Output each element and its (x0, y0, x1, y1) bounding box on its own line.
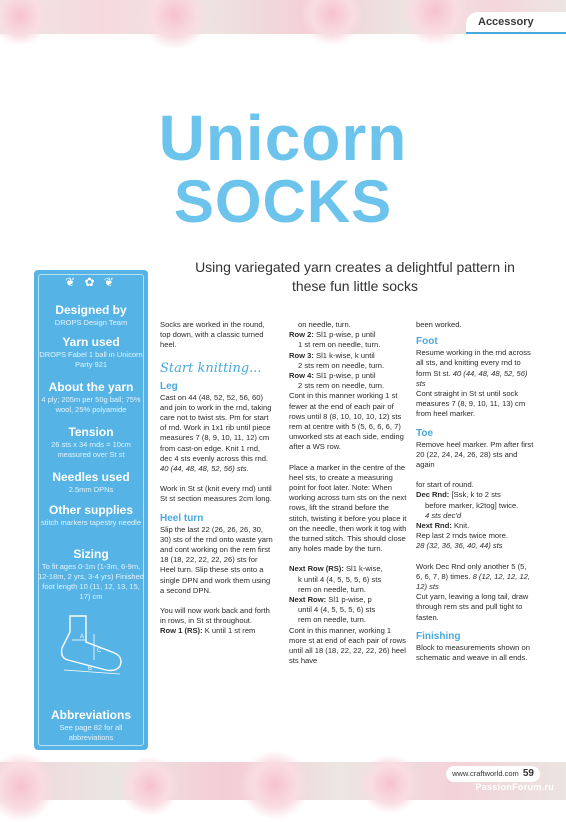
dec-rnd-indent-1: before marker, k2tog] twice. (425, 500, 519, 510)
sock-schematic-diagram (54, 612, 130, 676)
work-dec-text: Work Dec Rnd only another 5 (5, 6, 6, 7, 8) times. (416, 561, 527, 581)
flower-decoration (400, 0, 470, 46)
foot-heading: Foot (416, 336, 438, 348)
cut-yarn-text: Cut yarn, leaving a long tail, draw through rem sts and pull tight to fasten. (416, 592, 529, 622)
dec-rnd-indent-2: 4 sts dec'd (425, 510, 462, 520)
dec-rnd-text: [Ssk, k to 2 sts (451, 490, 501, 500)
next-rnd-line (416, 521, 534, 531)
designed-by-heading: Designed by (55, 303, 127, 317)
row-1-line (160, 626, 274, 636)
finishing-heading: Finishing (416, 630, 461, 642)
next-row-rs-indent-2: rem on needle, turn. (298, 584, 366, 594)
toe-text: Remove heel marker. Pm after first 20 (22, 24, 24, 26, 28) sts and again (416, 439, 534, 470)
section-tab (466, 12, 566, 34)
heel-text: Slip the last 22 (26, 26, 26, 30, 30) sts of the rnd onto waste yarn and cont working on the rem first 18 (18, 22, 22, 22, 26) sts for Heel turn. Slip these sts onto a single DPN and work them using a second DPN. (160, 524, 273, 595)
row-2-text: Sl1 p-wise, p until (316, 330, 376, 340)
tension-text: 26 sts x 34 rnds = 10cm measured over St st (51, 440, 131, 459)
other-supplies-heading: Other supplies (48, 503, 134, 517)
instructions-column-1 (160, 320, 274, 637)
tension-heading: Tension (68, 425, 114, 439)
row-4-line (289, 371, 407, 381)
work-dec-stitch-count: 8 (12, 12, 12, 12, 12) sts (416, 571, 530, 592)
footer-site: www.craftworld.com (452, 769, 519, 778)
dec-rnd-line (416, 490, 534, 500)
worked-text: been worked. (416, 320, 462, 329)
row-1-label: Row 1 (RS): (160, 626, 203, 636)
flower-decoration (0, 0, 50, 46)
next-row-label: Next Row: (289, 595, 327, 605)
abbreviations-heading: Abbreviations (50, 708, 131, 722)
row-1-text: K until 1 st rem (204, 626, 256, 636)
row-1-continued: on needle, turn. (298, 320, 351, 329)
diagram-label-b: B (88, 666, 93, 672)
repeat-text: Rep last 2 rnds twice more. (416, 531, 509, 541)
flower-decoration (240, 750, 310, 820)
title-line-2: SOCKS (173, 168, 393, 235)
next-row-line (289, 595, 407, 605)
next-row-indent-1: until 4 (4, 5, 5, 5, 6) sts (298, 605, 376, 615)
flower-decoration (300, 0, 364, 46)
flower-decoration (360, 754, 420, 814)
heel-turn-heading: Heel turn (160, 512, 204, 524)
foot-text: Resume working in the rnd across all sts, and knitting every rnd to form St st. (416, 348, 531, 378)
row-3-indent: 2 sts rem on needle, turn. (298, 360, 385, 370)
toe-heading: Toe (416, 427, 434, 439)
page-number: 59 (522, 768, 534, 779)
title-line-1: Unicorn (158, 102, 408, 174)
row-2-indent: 1 st rem on needle, turn. (298, 340, 381, 350)
row-3-line (289, 351, 407, 361)
marker-text: Place a marker in the centre of the heel sts, to create a measuring point for foot later. Note: When working across turn sts on the next rows, lift the strand before the stitch, twisting it before you place it on the needle, then work it tog with the turned stitch. This should close any holes made by the turn. (289, 462, 407, 554)
diagram-label-c: C (97, 648, 102, 654)
sizing-text: To fit ages 0-1m (1-3m, 6-9m, 12-18m, 2 yrs, 3-4 yrs) Finished foot length 10 (11, 12, 13, 15, 17) cm (38, 562, 144, 601)
watermark: PassionForum.ru (475, 782, 554, 792)
next-row-text: Sl1 p-wise, p (328, 595, 372, 605)
other-supplies-text: stitch markers tapestry needle (40, 518, 142, 527)
repeat-stitch-count: 28 (32, 36, 36, 40, 44) sts (416, 541, 503, 551)
continue-text-2: Cont in this manner, working 1 more st at end of each pair of rows until all 18 (18, 22, 22, 22, 26) heel sts have (289, 625, 406, 666)
finishing-text: Block to measurements shown on schematic and weave in all ends. (416, 642, 530, 663)
foot-text-2: Cont straight in St st until sock measures 7 (8, 9, 10, 11, 13) cm from heel marker. (416, 389, 526, 419)
leg-text-2: Work in St st (knit every rnd) until St st section measures 2cm long. (160, 484, 272, 504)
row-4-text: Sl1 p-wise, p until (316, 371, 376, 381)
start-knitting-heading: Start knitting... (160, 360, 262, 376)
heel-text-2: You will now work back and forth in rows, in St st throughout. (160, 606, 270, 626)
leg-stitch-count: 40 (44, 48, 48, 52, 56) sts. (160, 464, 249, 474)
instructions-column-2 (289, 320, 407, 667)
dec-rnd-label: Dec Rnd: (416, 490, 450, 500)
next-row-indent-2: rem on needle, turn. (298, 615, 366, 625)
flower-decoration (0, 752, 56, 822)
instructions-column-3 (416, 320, 534, 663)
next-row-rs-label: Next Row (RS): (289, 564, 344, 574)
ornament-top-icon: ❦ ✿ ❦ (65, 275, 117, 289)
about-yarn-text: 4 ply; 205m per 50g ball; 75% wool, 25% polyamide (41, 395, 141, 414)
next-row-rs-indent-1: k until 4 (4, 5, 5, 5, 6) sts (298, 574, 382, 584)
leg-heading: Leg (160, 380, 178, 392)
section-label: Accessory (478, 16, 534, 28)
flower-decoration (120, 756, 180, 816)
row-3-label: Row 3: (289, 350, 314, 360)
row-3-text: Sl1 k-wise, k until (316, 350, 375, 360)
sock-outline (62, 616, 121, 671)
section-rule (466, 32, 566, 34)
yarn-used-text: DROPS Fabel 1 ball in Unicorn Party 921 (39, 350, 143, 369)
yarn-used-heading: Yarn used (62, 335, 120, 349)
next-row-rs-text: Sl1 k-wise, (345, 564, 383, 574)
abbreviations-text: See page 82 for all abbreviations (59, 723, 123, 742)
continue-text: Cont in this manner working 1 st fewer at the end of each pair of rows until 8 (8, 10, 10, 10, 12) sts rem at centre with 5 (5, 6, 6, 6, 7) unworked sts at each side, ending after a WS row. (289, 391, 404, 452)
toe-text-2: for start of round. (416, 480, 474, 490)
row-2-line (289, 330, 407, 340)
subtitle: Using variegated yarn creates a delightful pattern in these fun little socks (195, 259, 515, 294)
about-yarn-heading: About the yarn (48, 380, 134, 394)
row-2-label: Row 2: (289, 330, 314, 340)
needles-heading: Needles used (52, 470, 130, 484)
leg-text: Cast on 44 (48, 52, 52, 56, 60) and join to work in the rnd, taking care not to twist sts. Pm for start of rnd. Work in 1x1 rib until piece measures 7 (8, 9, 10, 11, 12) cm from cast-on edge. Knit 1 rnd, dec 4 sts evenly across this rnd. (160, 392, 272, 463)
needles-text: 2.5mm DPNs (68, 485, 114, 494)
flower-decoration (140, 0, 210, 50)
next-row-rs-line (289, 564, 407, 574)
sizing-heading: Sizing (73, 547, 109, 561)
diagram-label-a: A (80, 634, 85, 640)
info-sidebar (34, 270, 148, 750)
foot-stitch-count: 40 (44, 48, 48, 52, 56) sts (416, 368, 528, 388)
row-4-label: Row 4: (289, 371, 314, 381)
next-rnd-label: Next Rnd: (416, 521, 452, 531)
next-rnd-text: Knit. (453, 521, 470, 531)
intro-text: Socks are worked in the round, top down, with a classic turned heel. (160, 320, 265, 350)
row-4-indent: 2 sts rem on needle, turn. (298, 381, 385, 391)
page-footer (446, 766, 540, 782)
designed-by-text: DROPS Design Team (54, 318, 128, 327)
